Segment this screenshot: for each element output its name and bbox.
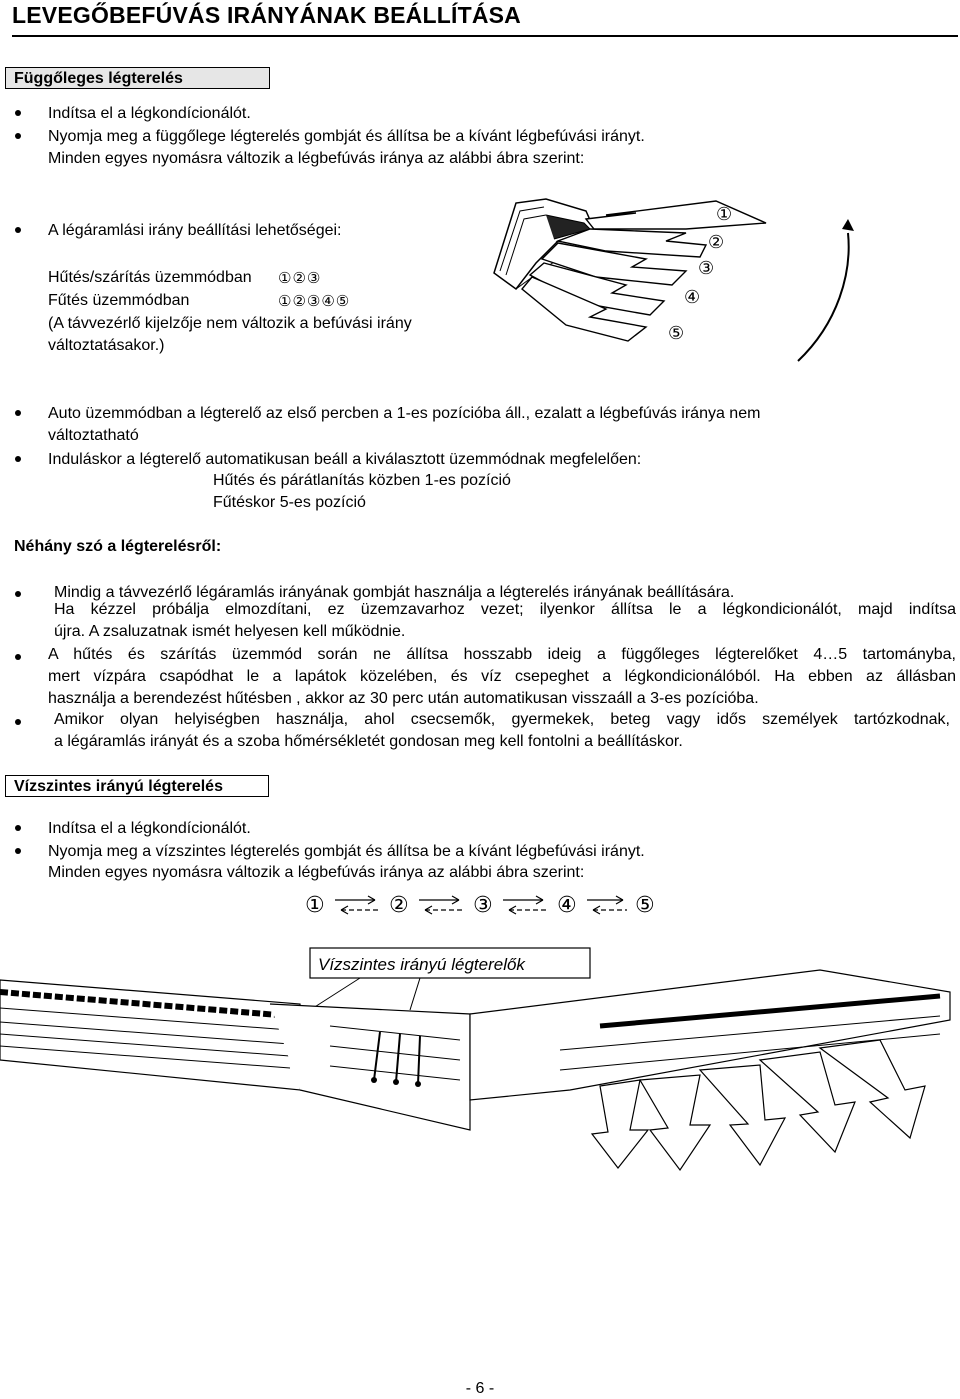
sequence-arrow	[503, 896, 549, 914]
heating-positions: ①②③④⑤	[278, 292, 351, 310]
cooling-positions: ①②③	[278, 269, 322, 287]
bullet	[15, 227, 21, 233]
horizontal-step-1: Indítsa el a légkondícionálót.	[48, 820, 251, 837]
section-heading-horizontal: Vízszintes irányú légterelés	[5, 775, 269, 797]
diagram-label-2: ②	[708, 232, 725, 252]
airflow-arrow	[700, 1065, 785, 1165]
page-title: LEVEGŐBEFÚVÁS IRÁNYÁNAK BEÁLLÍTÁSA	[12, 2, 521, 28]
bullet	[15, 719, 21, 725]
startup-cooling: Hűtés és párátlanítás közben 1-es pozíció	[213, 472, 511, 489]
notes-heading: Néhány szó a légterelésről:	[14, 538, 222, 555]
bullet	[15, 654, 21, 660]
diagram-label-3: ③	[698, 258, 715, 278]
note-2-line-3: használja a berendezést hűtésben , akkor az 30 perc után automatikusan visszaáll a 3-es pozícióba.	[48, 690, 759, 707]
startup-heating: Fűtéskor 5-es pozíció	[213, 494, 366, 511]
vertical-step-2: Nyomja meg a függőlege légterelés gombját és állítsa be a kívánt légbefúvási irányt.	[48, 128, 645, 145]
diagram-label-5: ⑤	[668, 323, 685, 343]
sequence-arrow	[419, 896, 465, 914]
figure-caption: Vízszintes irányú légterelők	[318, 955, 525, 974]
vertical-step-2-detail: Minden egyes nyomásra változik a légbefúvás iránya az alábbi ábra szerint:	[48, 150, 585, 167]
note-1-line-3: újra. A zsaluzatnak ismét helyesen kell működnie.	[54, 623, 406, 640]
note-2-body	[48, 644, 956, 710]
horizontal-step-2-detail: Minden egyes nyomásra változik a légbefúvás iránya az alábbi ábra szerint:	[48, 864, 585, 881]
cooling-mode-label: Hűtés/szárítás üzemmódban	[48, 269, 252, 286]
bullet	[15, 110, 21, 116]
bullet	[15, 825, 21, 831]
sequence-step-2: ②	[389, 892, 409, 917]
note-1-line-1: Mindig a távvezérlő légáramlás irányának gombját használja a légterelés irányának beállítására.	[54, 584, 735, 601]
airflow-arrow	[592, 1080, 648, 1168]
note-2-line-1: A hűtés és szárítás üzemmód során ne állítsa hosszabb ideig a függőleges légterelőket 4…5 tartományba,	[48, 646, 956, 663]
bullet	[15, 591, 21, 597]
bullet	[15, 133, 21, 139]
note-3-line-1: Amikor olyan helyiségben használja, ahol csecsemők, gyermekek, beteg vagy idős személyek tartózkodnak,	[54, 711, 950, 728]
auto-mode-line-1: Auto üzemmódban a légterelő az első percben a 1-es pozícióba áll., ezalatt a légbefúvás iránya nem	[48, 405, 761, 422]
note-1-body	[54, 599, 956, 643]
remote-note-line-2: változtatásakor.)	[48, 337, 165, 354]
options-label: A légáramlási irány beállítási lehetőségei:	[48, 222, 342, 239]
title-divider	[12, 35, 958, 37]
horizontal-sequence	[305, 888, 665, 922]
section-heading-vertical: Függőleges légterelés	[5, 67, 270, 89]
horizontal-step-2: Nyomja meg a vízszintes légterelés gombját és állítsa be a kívánt légbefúvási irányt.	[48, 843, 645, 860]
diagram-label-1: ①	[716, 204, 733, 224]
direction-arc-arrow	[798, 233, 849, 361]
airflow-position-1	[586, 201, 766, 229]
airflow-arrow	[640, 1075, 710, 1170]
note-1-line-2: Ha kézzel próbálja elmozdítani, ez üzemzavarhoz vezet; ilyenkor állítsa le a légkondicionálót, majd indítsa	[54, 601, 956, 618]
note-2-line-2: mert vízpára csapódhat le a lapátok közelében, és víz csepeghet a légkondicionálóból. Ha ebben az állásban	[48, 668, 956, 685]
heating-mode-label: Fűtés üzemmódban	[48, 292, 190, 309]
note-3-body	[54, 709, 950, 753]
diagram-label-4: ④	[684, 287, 701, 307]
sequence-step-5: ⑤	[635, 892, 655, 917]
vertical-step-1: Indítsa el a légkondícionálót.	[48, 105, 251, 122]
horizontal-louver-figure	[0, 930, 960, 1180]
sequence-step-1: ①	[305, 892, 325, 917]
startup-line: Induláskor a légterelő automatikusan beáll a kiválasztott üzemmódnak megfelelően:	[48, 451, 642, 468]
louver-closeup	[0, 980, 470, 1130]
vertical-airflow-diagram	[486, 193, 858, 363]
bullet	[15, 848, 21, 854]
remote-note-line-1: (A távvezérlő kijelzője nem változik a befúvási irány	[48, 315, 412, 332]
sequence-step-4: ④	[557, 892, 577, 917]
sequence-arrow	[587, 896, 627, 914]
note-3-line-2: a légáramlás irányát és a szoba hőmérsékletét gondosan meg kell fontolni a beállításkor.	[54, 733, 683, 750]
bullet	[15, 456, 21, 462]
bullet	[15, 410, 21, 416]
sequence-step-3: ③	[473, 892, 493, 917]
page-number: - 6 -	[465, 1380, 495, 1397]
auto-mode-line-2: változtatható	[48, 427, 139, 444]
sequence-arrow	[335, 896, 381, 914]
